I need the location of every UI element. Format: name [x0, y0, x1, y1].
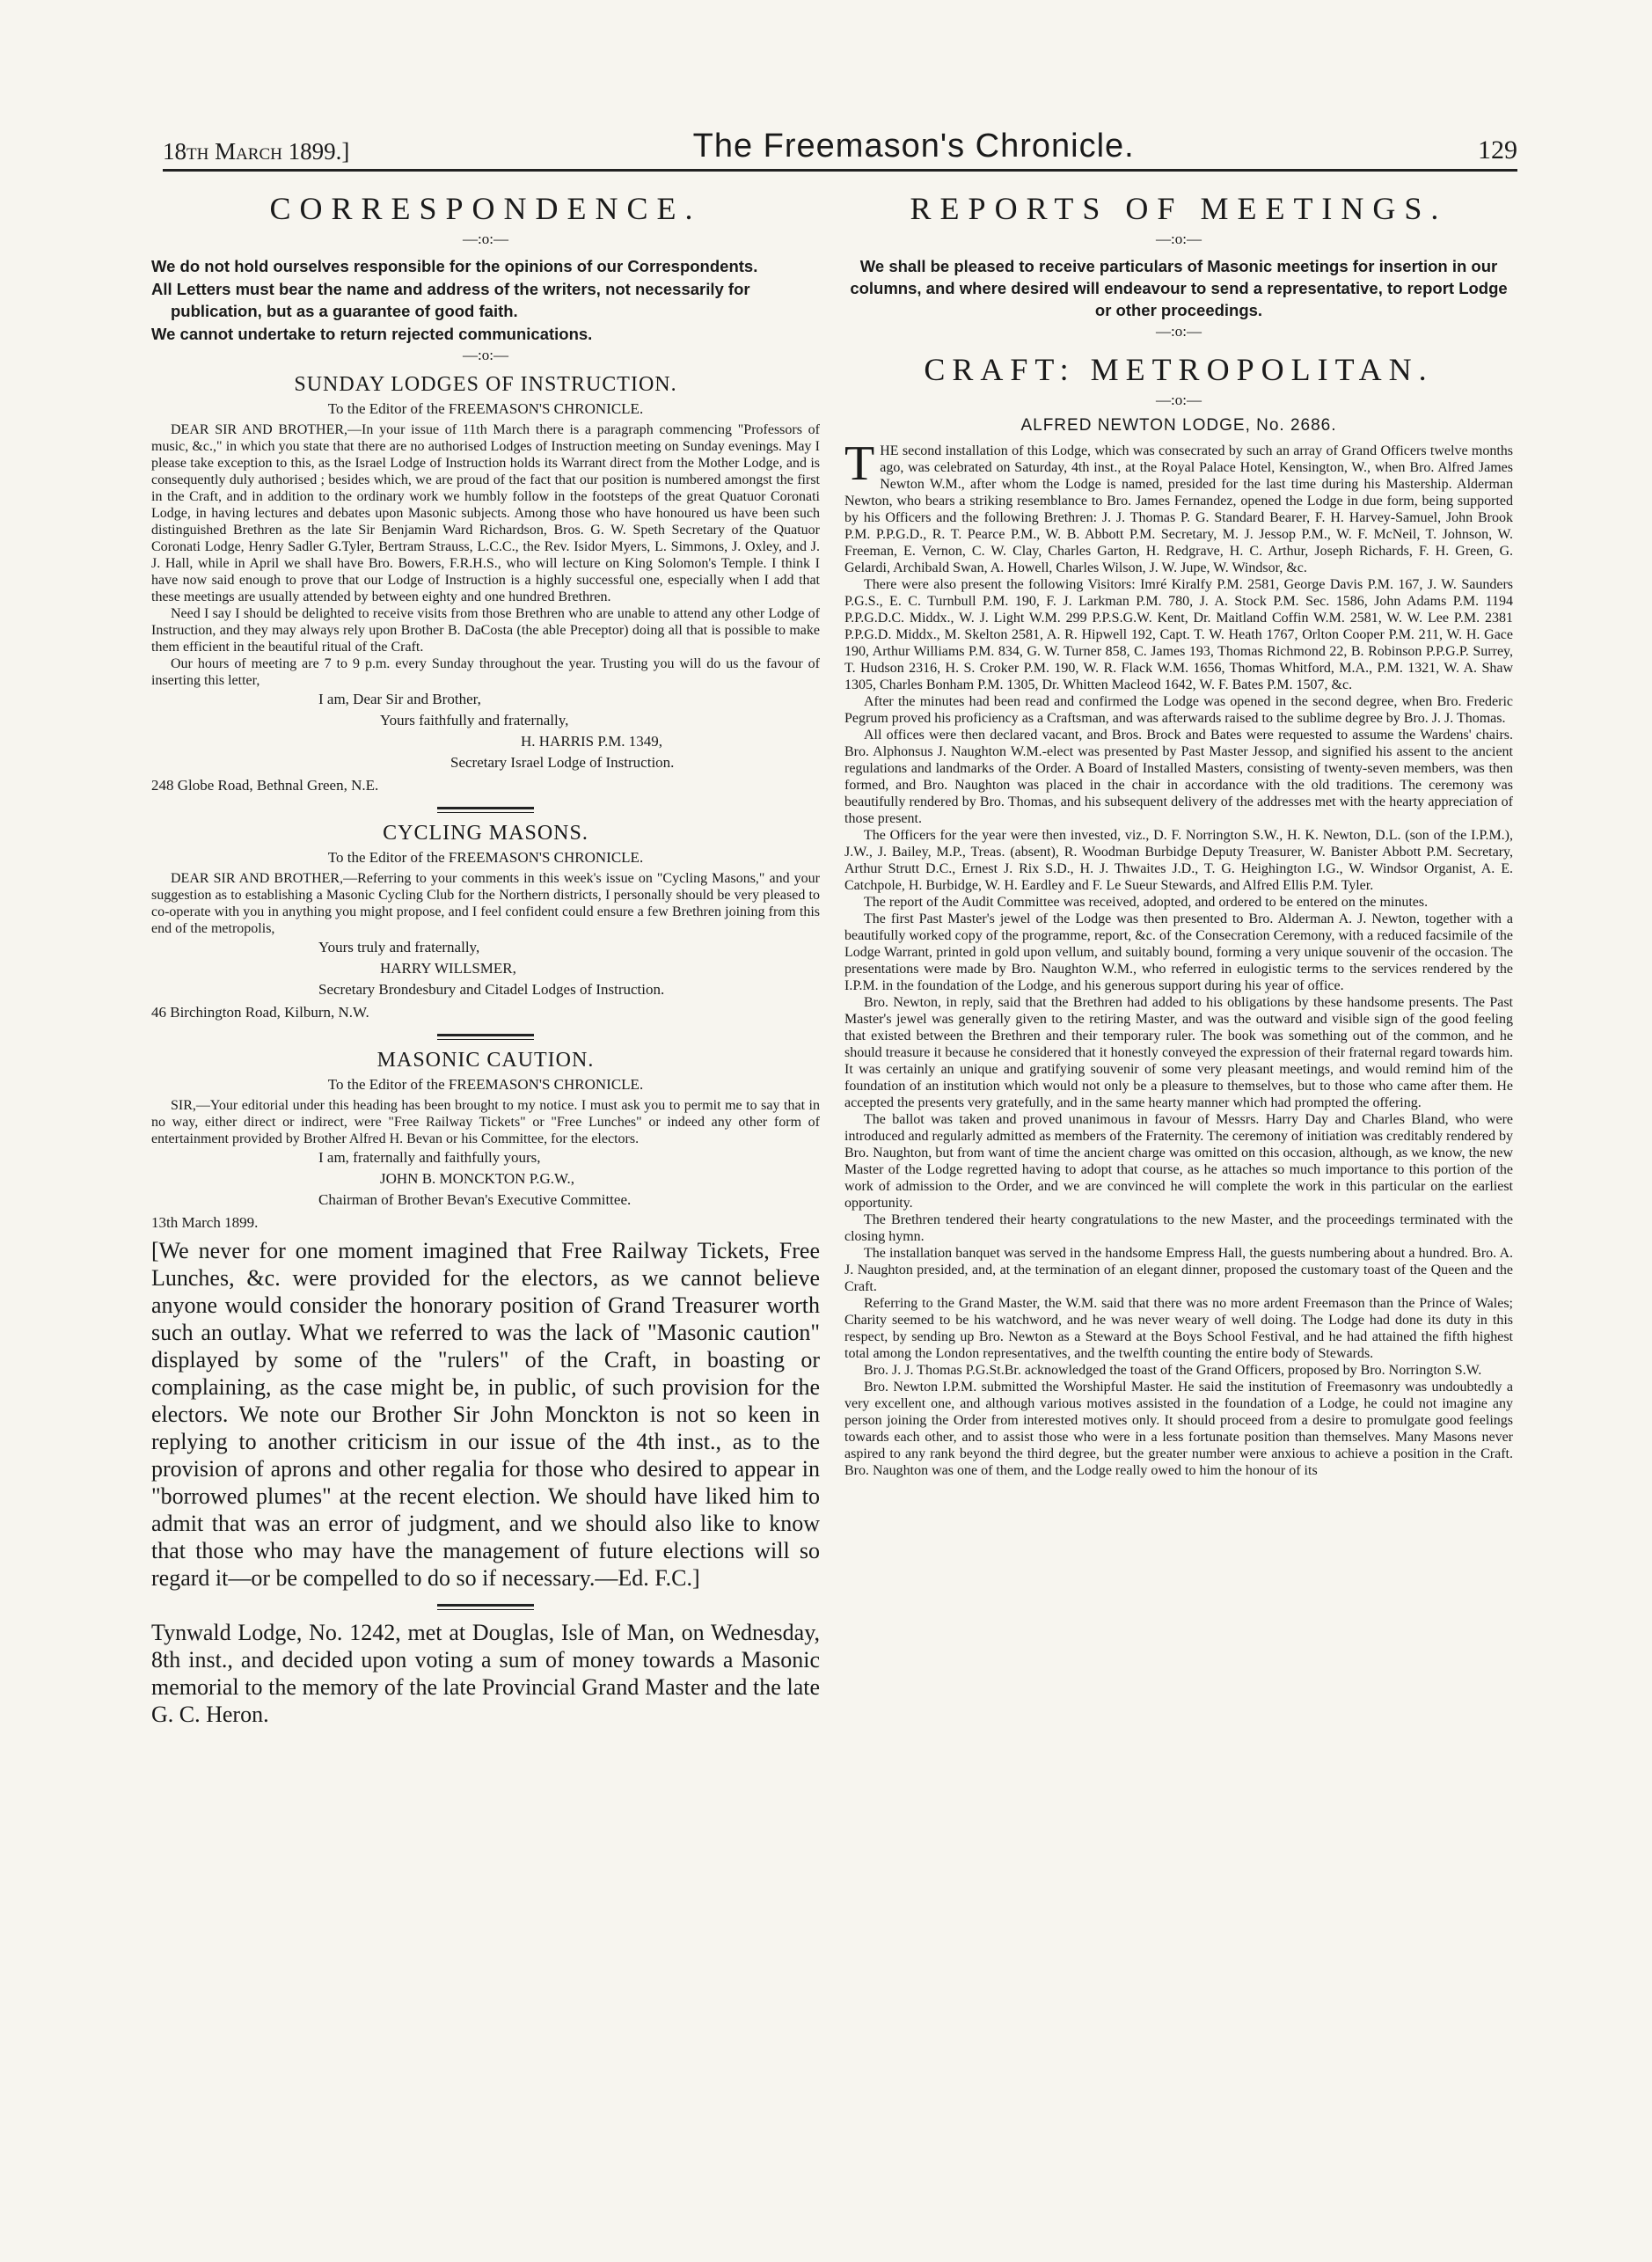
letter-paragraph: SIR,—Your editorial under this heading has been brought to my notice. I must ask you to permit me to say that in no way, either direct or indirect, were "Free Railway Tickets" or "Free Lunches" or indeed any other form of entertainment provided by Brother Alfred H. Bevan or his Committee, for the electors.	[151, 1098, 820, 1146]
letter-signoff	[151, 937, 820, 1000]
letter-paragraph: DEAR SIR AND BROTHER,—Referring to your comments in this week's issue on "Cycling Masons," and your suggestion as to establishing a Masonic Cycling Club for the Northern districts, I personally should be very pleased to co-operate with you in anything you might propose, and I feel confident could ensure a few Brethren joining from this end of the metropolis,	[151, 871, 820, 936]
to-editor-line: To the Editor of the FREEMASON'S CHRONICLE.	[327, 849, 644, 866]
craft-title: CRAFT: METROPOLITAN.	[924, 352, 1434, 387]
valediction: Yours faithfully and fraternally,	[380, 712, 569, 728]
letter-date: 13th March 1899.	[151, 1214, 259, 1231]
letter-heading: MASONIC CAUTION.	[376, 1049, 595, 1072]
closing: I am, Dear Sir and Brother,	[318, 691, 481, 707]
letter-signoff	[151, 1147, 820, 1211]
to-editor-line: To the Editor of the FREEMASON'S CHRONICLE.	[327, 400, 644, 417]
report-body	[844, 436, 1513, 1479]
tynwald-note	[151, 1619, 820, 1728]
report-first-paragraph	[844, 436, 1513, 576]
signer-role: Chairman of Brother Bevan's Executive Committee.	[318, 1191, 632, 1208]
reports-notice-text: We shall be pleased to receive particulars of Masonic meetings for insertion in our columns, and where desired will endeavour to send a representative, to report Lodge or other proceedings.	[850, 257, 1508, 319]
reports-notice	[844, 255, 1513, 321]
reports-title: REPORTS OF MEETINGS.	[910, 191, 1448, 226]
letter-address: 248 Globe Road, Bethnal Green, N.E.	[151, 777, 379, 794]
signer-role: Secretary Israel Lodge of Instruction.	[450, 754, 675, 771]
left-column	[151, 185, 820, 2235]
report-paragraph: The installation banquet was served in the handsome Empress Hall, the guests numbering about a hundred. Bro. A. J. Naughton presided, and, at the termination of an elegant dinner, proposed the customary toast of the Queen and the Craft.	[844, 1246, 1513, 1294]
valediction: Yours truly and fraternally,	[318, 939, 480, 955]
notice-line: We do not hold ourselves responsible for the opinions of our Correspondents.	[151, 257, 758, 275]
signature: HARRY WILLSMER,	[380, 960, 516, 977]
notice-line: All Letters must bear the name and address of the writers, not necessarily for publication, but as a guarantee of good faith.	[151, 280, 750, 320]
page-header	[163, 123, 1517, 165]
drop-cap: T	[844, 436, 875, 491]
section-rule	[437, 1034, 534, 1040]
publication-title: The Freemason's Chronicle.	[692, 128, 1135, 165]
report-paragraph: The ballot was taken and proved unanimous in favour of Messrs. Harry Day and Charles Bland, who were introduced and regularly admitted as members of the Fraternity. The ceremony of initiation was creditably rendered by Bro. Naughton, but from want of time the ancient charge was omitted on this occasion, although, as we know, the new Master of the Lodge regretted having to adopt that course, as he attaches so much importance to this portion of the work of admission to the Order, and we are convinced he will complete the work in this particular on the earliest opportunity.	[844, 1112, 1513, 1211]
report-paragraph: The Brethren tendered their hearty congratulations to the new Master, and the proceedings terminated with the closing hymn.	[844, 1212, 1513, 1244]
report-paragraph: After the minutes had been read and confirmed the Lodge was opened in the second degree, when Bro. Frederic Pegrum proved his proficiency as a Craftsman, and was afterwards raised to the sublime degree by Bro. J. J. Thomas.	[844, 694, 1513, 726]
letter-signoff	[151, 689, 820, 773]
editor-note-text: [We never for one moment imagined that Free Railway Tickets, Free Lunches, &c. were provided for the electors, as we cannot believe anyone would consider the honorary position of Grand Treasurer worth such an outlay. What we referred to was the lack of "Masonic caution" displayed by some of the "rulers" of the Craft, in boasting or complaining, as the case might be, in public, of such provision for the electors. We note our Brother Sir John Monckton is not so keen in replying to another criticism in our issue of the 4th inst., as to the provision of aprons and other regalia for those who desired to appear in "borrowed plumes" at the recent election. We should have liked him to admit that was an error of judgment, and we should also like to know that those who may have the management of future elections will so regard it—or be compelled to do so if necessary.—Ed. F.C.]	[151, 1238, 820, 1591]
valediction: I am, fraternally and faithfully yours,	[318, 1149, 541, 1166]
right-column	[844, 185, 1513, 2235]
signature: H. HARRIS P.M. 1349,	[521, 733, 663, 750]
letter-heading: SUNDAY LODGES OF INSTRUCTION.	[294, 373, 677, 396]
page-number: 129	[1478, 135, 1517, 165]
signature: JOHN B. MONCKTON P.G.W.,	[380, 1170, 575, 1187]
section-rule	[437, 1604, 534, 1610]
report-paragraph: The first Past Master's jewel of the Lodge was then presented to Bro. Alderman A. J. Newton, together with a beautifully worked copy of the programme, report, &c. of the Consecration Ceremony, with a reduced facsimile of the Lodge Warrant, printed in gold upon vellum, and suitably bound, forming a very unique souvenir of the occasion. The presentations were made by Bro. Naughton W.M., who referred in eulogistic terms to the services rendered by the I.P.M. in the foundation of the Lodge, and his generous support during his year of office.	[844, 911, 1513, 993]
letter-heading: CYCLING MASONS.	[383, 822, 588, 845]
report-paragraph: Bro. J. J. Thomas P.G.St.Br. acknowledged the toast of the Grand Officers, proposed by Bro. Norrington S.W.	[864, 1363, 1482, 1378]
separator: —:o:—	[1156, 231, 1202, 247]
section-rule	[437, 807, 534, 813]
separator: —:o:—	[1156, 392, 1202, 408]
letter-paragraph: DEAR SIR AND BROTHER,—In your issue of 11th March there is a paragraph commencing "Professors of music, &c.," in which you state that there are no authorised Lodges of Instruction meeting on Sunday evenings. May I please take exception to this, as the Israel Lodge of Instruction holds its Warrant direct from the Mother Lodge, and is consequently duly authorised ; besides which, we are proud of the fact that our position is numbered amongst the first in the Craft, and in addition to the ordinary work we humbly follow in the footsteps of the great Quatuor Coronati Lodge, in having lectures and debates upon Masonic subjects. Among those who have honoured us have been such distinguished Brethren as the late Sir Benjamin Ward Richardson, Bros. G. W. Speth Secretary of the Quatuor Coronati Lodge, Henry Sadler G.Tyler, Bertram Strauss, L.C.C., the Rev. Isidor Myers, L. Simmons, J. Oxley, and J. J. Hall, while in April we shall have Bro. Bowers, F.R.H.S., who will lecture on King Solomon's Temple. I think I have now said enough to prove that our Lodge of Instruction is a highly successful one, especially when I add that these meetings are usually attended by between eighty and one hundred Brethren.	[151, 422, 820, 604]
letter-body	[151, 870, 820, 937]
report-paragraph: All offices were then declared vacant, and Bros. Brock and Bates were requested to assume the Wardens' chairs. Bro. Alphonsus J. Naughton W.M.-elect was presented by Past Master Jessop, and signified his assent to the ancient regulations and landmarks of the Order. A Board of Installed Masters, consisting of twenty-seven members, was then formed, and Bro. Naughton was placed in the chair in accordance with the old traditions. The ceremony was beautifully rendered by Bro. Thomas, and his subsequent delivery of the addresses met with the hearty appreciation of those present.	[844, 728, 1513, 826]
first-paragraph-text: HE second installation of this Lodge, which was consecrated by such an array of Grand Officers twelve months ago, was celebrated on Saturday, 4th inst., at the Royal Palace Hotel, Kensington, W., when Bro. Alfred James Newton W.M., after whom the Lodge is named, presided for the last time during his Mastership. Alderman Newton, who bears a striking resemblance to Bro. James Fernandez, opened the Lodge in due form, being supported by his Officers and the following Brethren: J. J. Thomas P. G. Standard Bearer, F. H. Harvey-Samuel, John Brook P.M. P.P.G.D., R. T. Pearce P.M., W. B. Abbott P.M. Secretary, M. J. Jessop P.M., W. F. McNeil, T. Johnson, W. Freeman, E. Vernon, C. W. Clay, Charles Garton, H. Redgrave, H. C. Arthur, Joseph Richards, F. H. Green, G. Gelardi, Archibald Swan, A. Howell, Charles Wilson, J. W. Jupe, W. Windsor, &c.	[844, 443, 1513, 575]
notice-line: We cannot undertake to return rejected communications.	[151, 325, 593, 343]
report-paragraph: There were also present the following Visitors: Imré Kiralfy P.M. 2581, George Davis P.M. 167, J. W. Saunders P.G.S., E. C. Turnbull P.M. 190, F. J. Larkman P.M. 780, J. A. Stock P.M. Sec. 1586, John Adams P.M. 1194 P.P.G.D.C. Middx., W. J. Light W.M. 299 P.P.S.G.W. Kent, Dr. Maitland Coffin W.M. 2581, W. W. Lee P.M. 2381 P.P.G.D. Middx., M. Skelton 2581, A. R. Hipwell 192, Capt. T. W. Heath 1767, Orlton Cooper P.M. 211, W. H. Gace 190, Arthur Williams P.M. 834, G. W. Turner 858, C. James 193, Thomas Richmond 22, B. Robinson P.P.G.P. Surrey, T. Hudson 2316, H. S. Croker P.M. 190, W. R. Flack W.M. 1656, Thomas Whitford, M.A., P.M. 1321, W. A. Shaw 1305, Charles Bonham P.M. 1305, Dr. Whitten Macleod 1642, W. F. Bates P.M. 1507, &c.	[844, 577, 1513, 692]
tynwald-note-text: Tynwald Lodge, No. 1242, met at Douglas, Isle of Man, on Wednesday, 8th inst., and decided upon voting a sum of money towards a Masonic memorial to the memory of the late Provincial Grand Master and the late G. C. Heron.	[151, 1620, 820, 1727]
editor-note	[151, 1237, 820, 1592]
letter-paragraph: Our hours of meeting are 7 to 9 p.m. every Sunday throughout the year. Trusting you will do us the favour of inserting this letter,	[151, 656, 820, 688]
separator: —:o:—	[1156, 323, 1202, 340]
separator: —:o:—	[463, 231, 508, 247]
report-paragraph: Bro. Newton, in reply, said that the Brethren had added to his obligations by these handsome presents. The Past Master's jewel was generally given to the retiring Master, and was the outward and visible sign of the good feeling that existed between the Brethren and their temporary ruler. The book was something out of the common, and he should treasure it because he considered that it honestly conveyed the expression of their fraternal regard towards him. It was certainly an unique and gratifying souvenir of some very pleasant meetings, and would remind him of the foundation of an institution which would not only be a pleasure to themselves, but to those who came after them. He accepted the presents very gratefully, and in the same hearty manner which had prompted the offering.	[844, 995, 1513, 1110]
correspondence-title: CORRESPONDENCE.	[269, 191, 702, 226]
lodge-heading: ALFRED NEWTON LODGE, No. 2686.	[1020, 416, 1337, 435]
letter-paragraph: Need I say I should be delighted to receive visits from those Brethren who are unable to attend any other Lodge of Instruction, and they may always rely upon Brother B. DaCosta (the able Preceptor) doing all that is possible to make them efficient in the beautiful ritual of the Craft.	[151, 606, 820, 655]
separator: —:o:—	[463, 347, 508, 363]
report-paragraph: The report of the Audit Committee was received, adopted, and ordered to be entered on the minutes.	[864, 895, 1429, 910]
letter-body	[151, 1097, 820, 1147]
report-paragraph: Bro. Newton I.P.M. submitted the Worshipful Master. He said the institution of Freemasonry was undoubtedly a very excellent one, and although various motives assisted in the foundation of a Lodge, he could not imagine any person joining the Order from interested motives only. It should proceed from a desire to promulgate good feelings towards each other, and to assist those who were in a less fortunate position than themselves. Many Masons never aspired to any rank beyond the third degree, but the greater number were anxious to achieve a position in the Craft. Bro. Naughton was one of them, and the Lodge really owed to him the honour of its	[844, 1380, 1513, 1478]
signer-role: Secretary Brondesbury and Citadel Lodges of Instruction.	[318, 981, 665, 998]
letter-body	[151, 421, 820, 689]
correspondence-notices	[151, 255, 820, 345]
issue-date: 18th March 1899.]	[163, 138, 350, 165]
to-editor-line: To the Editor of the FREEMASON'S CHRONICLE.	[327, 1076, 644, 1093]
report-paragraph: The Officers for the year were then invested, viz., D. F. Norrington S.W., H. K. Newton, D.L. (son of the I.P.M.), J.W., J. Bailey, M.P., Treas. (absent), R. Woodman Burbidge Deputy Treasurer, W. Banister Abbott P.M. Secretary, Arthur Strutt D.C., Ernest J. Rix S.D., H. J. Thwaites J.D., T. G. Heighington I.G., W. Windsor Organist, A. E. Catchpole, H. Burbidge, W. H. Eardley and F. Le Sueur Stewards, and Alfred Ellis P.M. Tyler.	[844, 828, 1513, 893]
report-paragraph: Referring to the Grand Master, the W.M. said that there was no more ardent Freemason than the Prince of Wales; Charity seemed to be his watchword, and he was never weary of well doing. The Lodge had done its duty in this respect, by sending up Bro. Newton as a Steward at the Boys School Festival, and he had attained the fifth highest total among the London representatives, and the twelfth counting the entire body of Stewards.	[844, 1296, 1513, 1361]
header-rule	[163, 169, 1517, 172]
letter-address: 46 Birchington Road, Kilburn, N.W.	[151, 1004, 369, 1021]
